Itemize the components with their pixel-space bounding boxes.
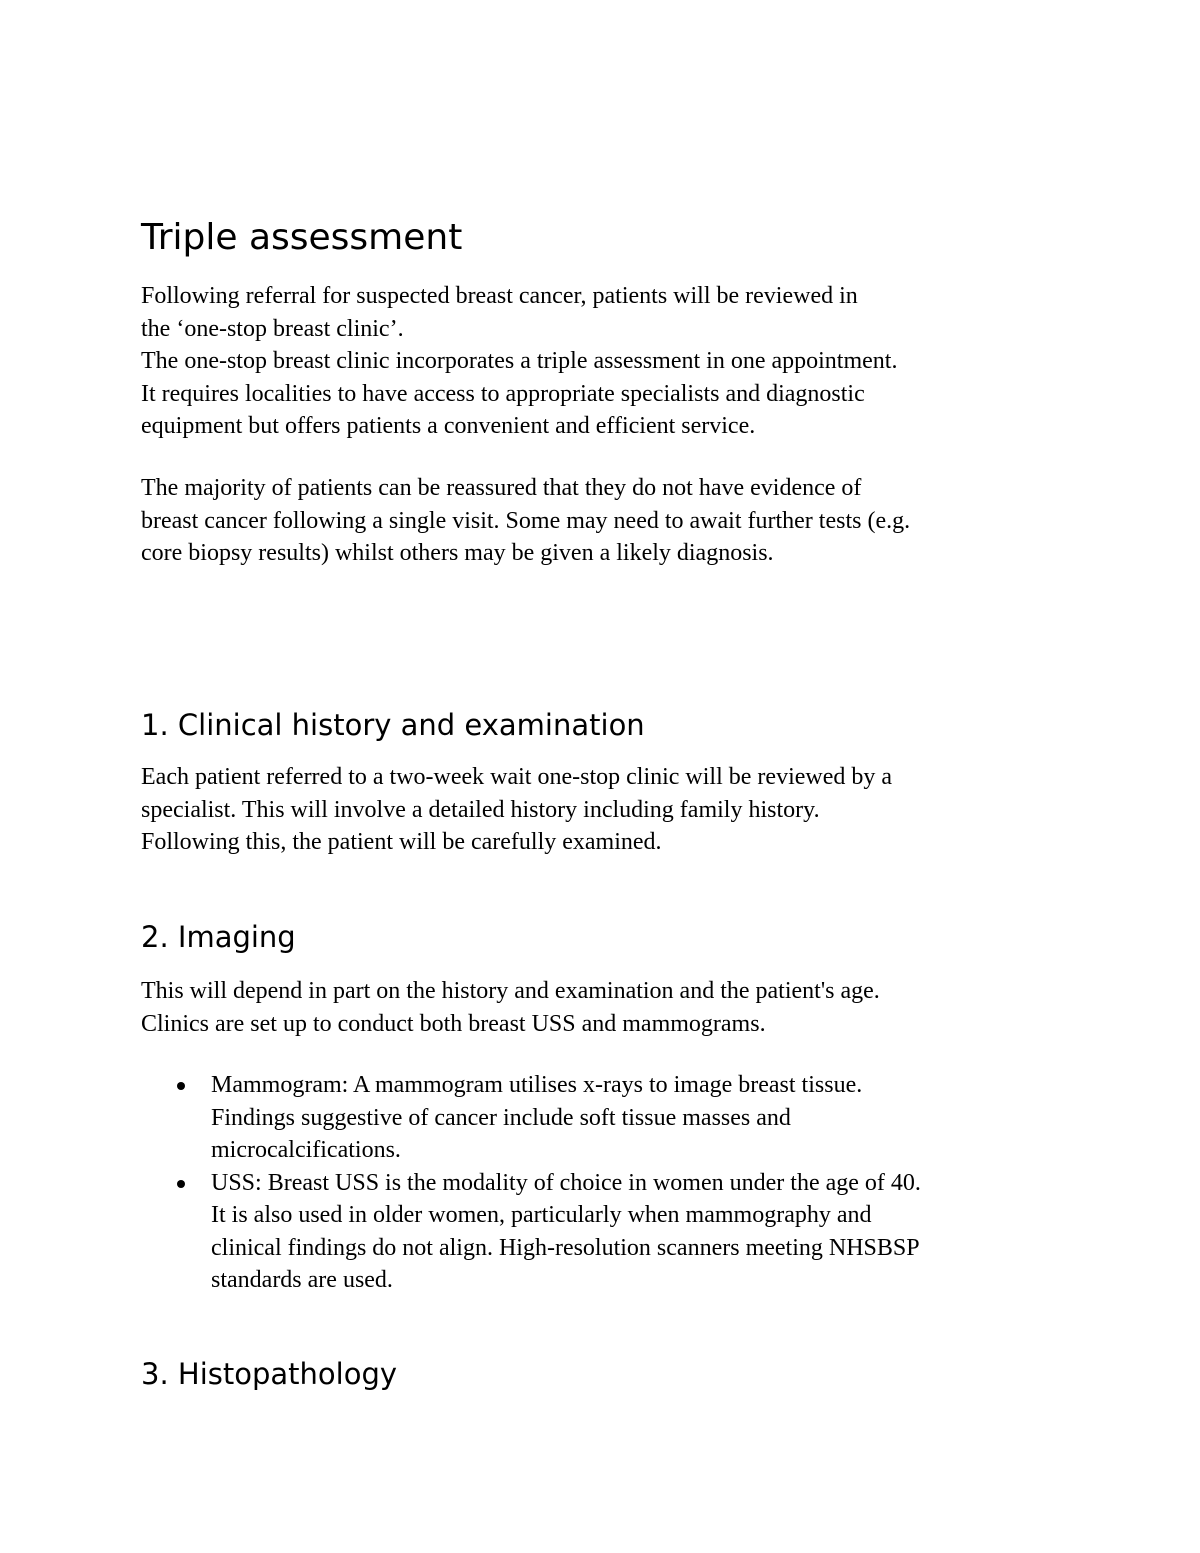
bullet-icon bbox=[177, 1180, 185, 1188]
text-line: This will depend in part on the history and examination and the patient's age. bbox=[141, 978, 880, 1004]
page-title: Triple assessment bbox=[141, 217, 463, 258]
text-line: Following this, the patient will be carefully examined. bbox=[141, 829, 662, 855]
text-line: Clinics are set up to conduct both breast USS and mammograms. bbox=[141, 1010, 766, 1037]
text-line: It is also used in older women, particularly when mammography and bbox=[211, 1202, 872, 1228]
section-heading-clinical-history: 1. Clinical history and examination bbox=[141, 708, 645, 742]
text-line: The one-stop breast clinic incorporates a triple assessment in one appointment. bbox=[141, 348, 898, 374]
text-line: The majority of patients can be reassured that they do not have evidence of bbox=[141, 475, 862, 501]
text-line: Following referral for suspected breast cancer, patients will be reviewed in bbox=[141, 283, 858, 309]
text-line: specialist. This will involve a detailed history including family history. bbox=[141, 796, 820, 823]
bullet-item-mammogram bbox=[141, 1069, 1081, 1167]
text-line: clinical findings do not align. High-resolution scanners meeting NHSBSP bbox=[211, 1234, 920, 1261]
text-line: microcalcifications. bbox=[211, 1137, 401, 1163]
text-line: Mammogram: A mammogram utilises x-rays to image breast tissue. bbox=[211, 1072, 863, 1098]
text-line: Findings suggestive of cancer include soft tissue masses and bbox=[211, 1104, 791, 1131]
text-line: USS: Breast USS is the modality of choice in women under the age of 40. bbox=[211, 1169, 921, 1196]
intro-paragraph-1 bbox=[141, 280, 1081, 443]
text-line: core biopsy results) whilst others may be given a likely diagnosis. bbox=[141, 540, 774, 566]
text-line: equipment but offers patients a convenient and efficient service. bbox=[141, 413, 756, 439]
imaging-bullet-list bbox=[141, 1069, 1081, 1297]
section-heading-histopathology: 3. Histopathology bbox=[141, 1357, 398, 1391]
section-imaging-text bbox=[141, 975, 1081, 1040]
text-line: Each patient referred to a two-week wait one-stop clinic will be reviewed by a bbox=[141, 764, 893, 790]
intro-paragraph-2 bbox=[141, 472, 1081, 570]
section-clinical-history-text bbox=[141, 761, 1081, 859]
text-line: standards are used. bbox=[211, 1267, 393, 1293]
text-line: It requires localities to have access to appropriate specialists and diagnostic bbox=[141, 380, 865, 407]
text-line: the ‘one-stop breast clinic’. bbox=[141, 315, 404, 342]
bullet-item-uss bbox=[141, 1167, 1081, 1297]
bullet-icon bbox=[177, 1082, 185, 1090]
text-line: breast cancer following a single visit. Some may need to await further tests (e.g. bbox=[141, 507, 911, 534]
section-heading-imaging: 2. Imaging bbox=[141, 920, 296, 954]
